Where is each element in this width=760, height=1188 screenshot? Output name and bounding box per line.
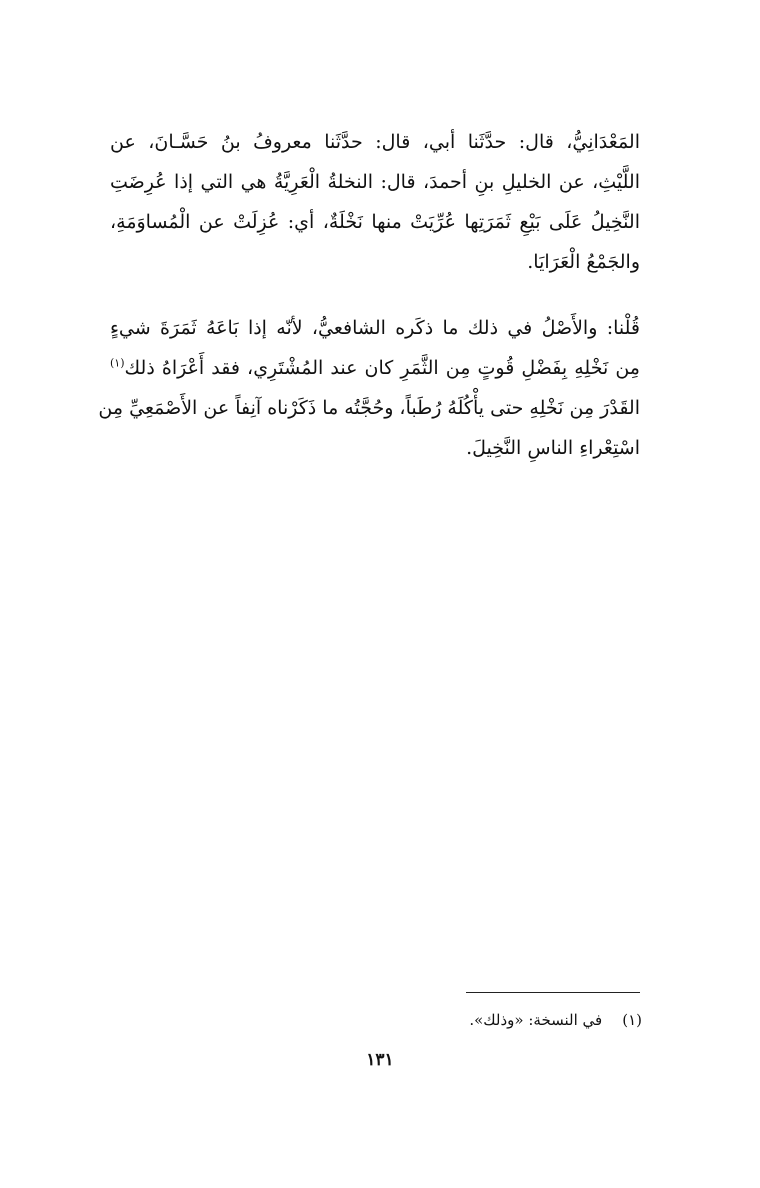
paragraph-2 [98, 308, 640, 468]
text-line-with-footnote [110, 348, 640, 388]
footnote-text: في النسخة: «وذلك». [469, 1011, 603, 1029]
footnote-number: (١) [622, 1011, 642, 1029]
main-text [98, 122, 640, 468]
text-line: اسْتِعْراءِ الناسِ النَّخِيلَ. [466, 437, 640, 459]
paragraph-1 [110, 122, 640, 282]
text-line: المَعْدَانِيُّ، قال: حدَّثَنا أبي، قال: حدَّثَنا معروفُ بنُ حَسَّـانَ، عن [110, 131, 640, 153]
text-line-content: مِن نَخْلِهِ بِفَضْلِ قُوتٍ مِن الثَّمَرِ كان عند المُشْتَرِي، فقد أَعْرَاهُ ذلك [124, 357, 640, 379]
text-line: والجَمْعُ الْعَرَايَا. [527, 251, 640, 273]
text-line: القَدْرَ مِن نَخْلِهِ حتى يأْكُلَهُ رُطَباً، وحُجَّتُه ما ذَكَرْناه آنِفاً عن الأَصْمَعِيِّ مِن [98, 397, 640, 419]
text-line: قُلْنا: والأَصْلُ في ذلك ما ذكَره الشافعيُّ، لأنّه إذا بَاعَهُ ثَمَرَةَ شيءٍ [110, 317, 640, 339]
text-line: النَّخِيلُ عَلَى بَيْعِ ثَمَرَتِها عُرِّيَتْ منها نَخْلَةٌ، أي: عُزِلَتْ عن الْمُساوَمَةِ، [110, 211, 640, 233]
footnote-reference: (١) [110, 356, 125, 370]
page-number: ١٣١ [366, 1050, 394, 1070]
footnote [469, 1008, 642, 1032]
text-line: اللَّيْثِ، عن الخليلِ بنِ أحمدَ، قال: النخلةُ الْعَرِيَّةُ هي التي إذا عُرِضَتِ [110, 171, 640, 193]
footnote-divider [466, 992, 640, 993]
